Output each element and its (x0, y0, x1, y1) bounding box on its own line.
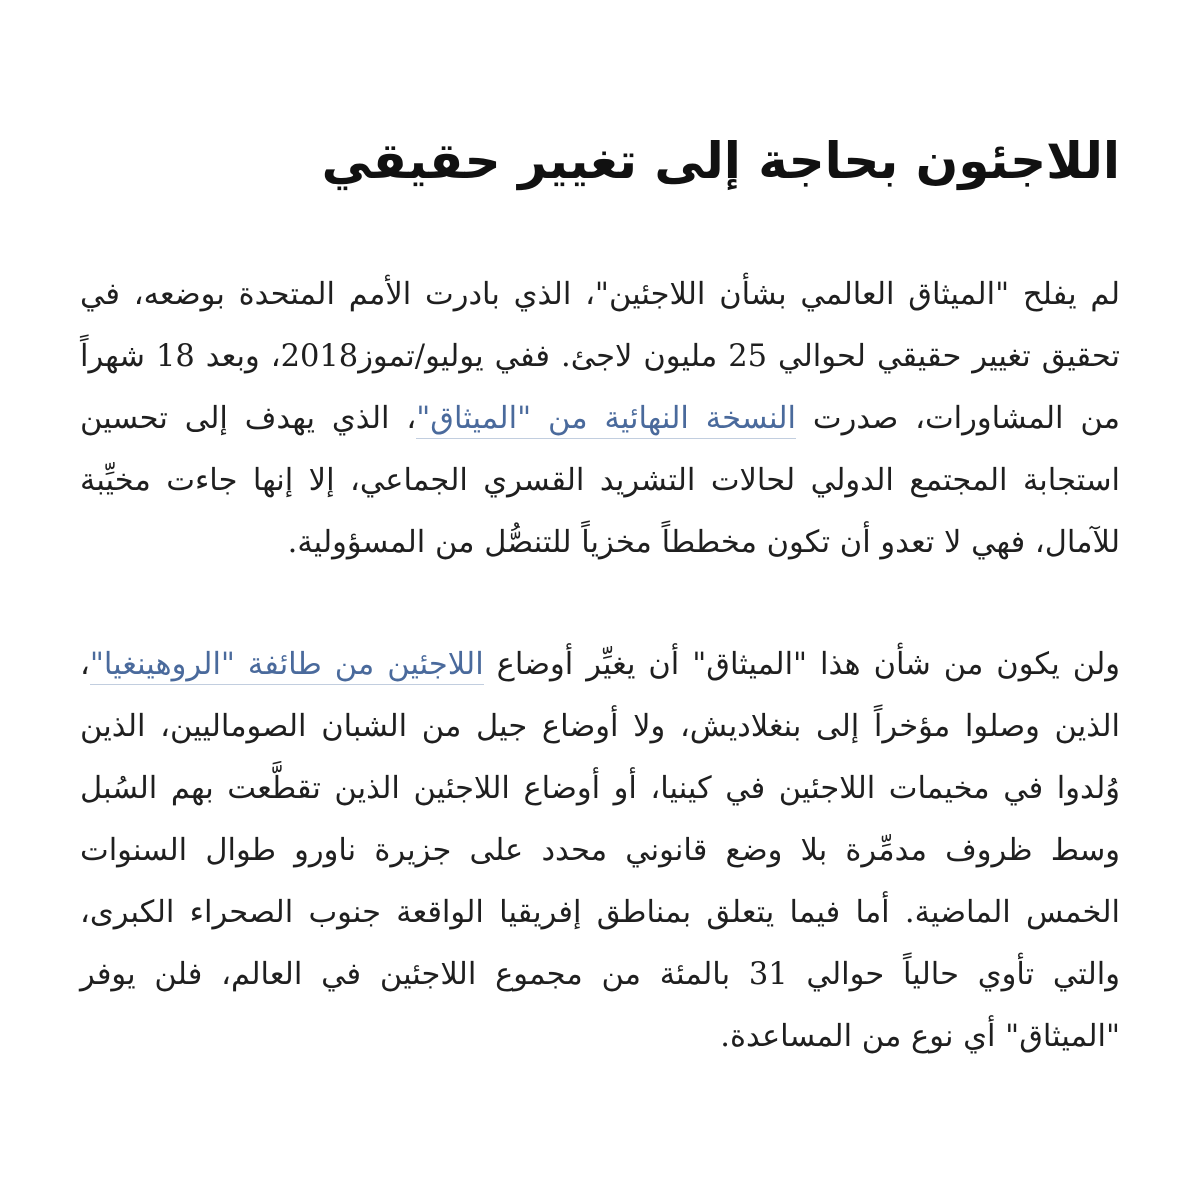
rohingya-refugees-link[interactable]: اللاجئين من طائفة "الروهينغيا" (90, 647, 484, 685)
paragraph-2-text-end: ، الذين وصلوا مؤخراً إلى بنغلاديش، ولا أوضاع جيل من الشبان الصوماليين، الذين وُلدوا في مخيمات اللاجئين في كينيا، أو أوضاع اللاجئين الذين تقطَّعت بهم السُبل وسط ظروف مدمِّرة بلا وضع قانوني محدد على جزيرة ناورو طوال السنوات الخمس الماضية. أما فيما يتعلق بمناطق إفريقيا الواقعة جنوب الصحراء الكبرى، والتي تأوي حالياً حوالي 31 بالمئة من مجموع اللاجئين في العالم، فلن يوفر "الميثاق" أي نوع من المساعدة. (80, 647, 1120, 1054)
article-title: اللاجئون بحاجة إلى تغيير حقيقي (321, 132, 1120, 190)
paragraph-1-text-end: ، الذي يهدف إلى تحسين استجابة المجتمع الدولي لحالات التشريد القسري الجماعي، إلا إنها جاءت مخيِّبة للآمال، فهي لا تعدو أن تكون مخططاً مخزياً للتنصُّل من المسؤولية. (80, 401, 1120, 560)
paragraph-2 (80, 634, 1120, 1068)
paragraph-1-text-start: لم يفلح "الميثاق العالمي بشأن اللاجئين"، الذي بادرت الأمم المتحدة بوضعه، في تحقيق تغيير حقيقي لحوالي 25 مليون لاجئ. ففي يوليو/تموز2018، وبعد 18 شهراً من المشاورات، صدرت (80, 277, 1120, 436)
paragraph-2-text-start: ولن يكون من شأن هذا "الميثاق" أن يغيِّر أوضاع (483, 647, 1120, 682)
paragraph-1 (80, 264, 1120, 574)
article (80, 118, 1120, 1068)
final-charter-link[interactable]: النسخة النهائية من "الميثاق" (416, 401, 796, 439)
